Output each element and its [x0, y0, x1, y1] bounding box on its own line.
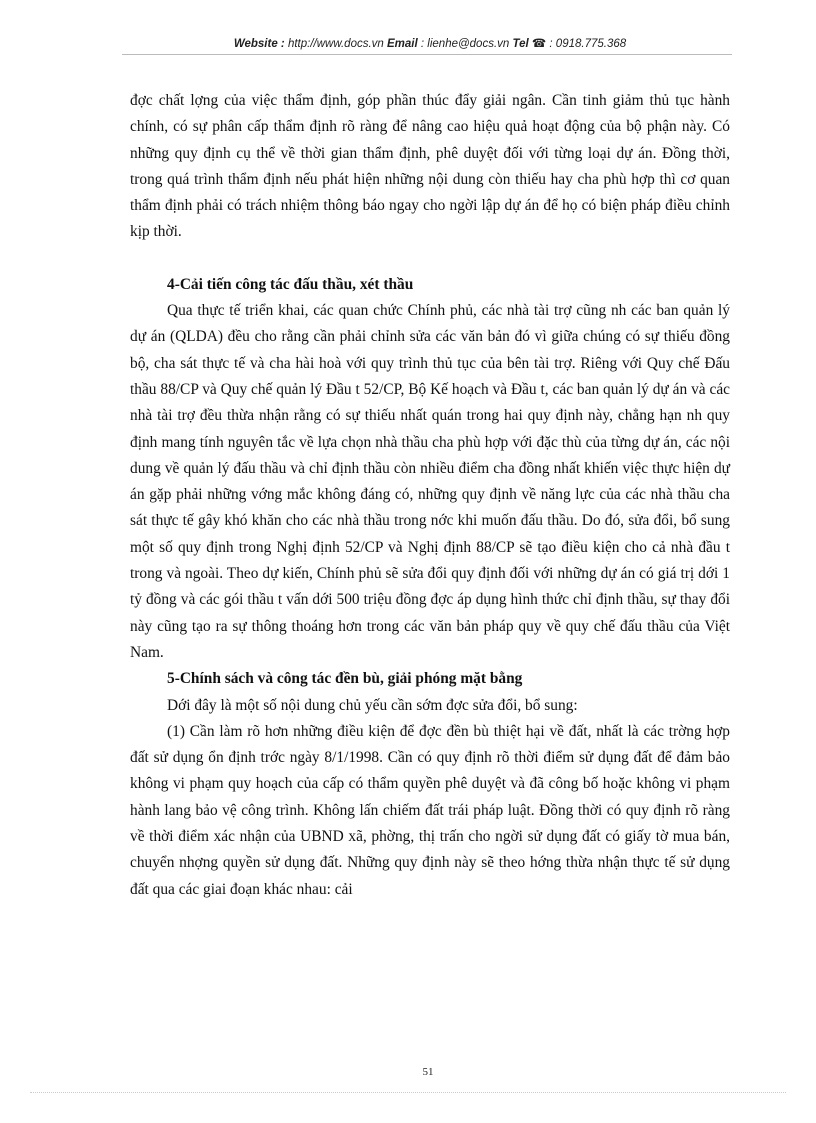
tel-value: : 0918.775.368 — [546, 38, 627, 50]
section-heading-4: 4-Cải tiến công tác đấu thầu, xét thầu — [167, 275, 414, 293]
paragraph-item-1: (1) Cần làm rõ hơn những điều kiện để đợc đền bù thiệt hại về đất, nhất là các trờng hợp đất sử dụng ổn định trớc ngày 8/1/1998. Cần có quy định rõ thời điểm sử dụng đất để đảm bảo không vi phạm quy hoạch của cấp có thẩm quyền phê duyệt và đã công bố hoặc không vi phạm hành lang bảo vệ công trình. Không lấn chiếm đất trái pháp luật. Đồng thời có quy định rõ ràng về thời điểm xác nhận của UBND xã, phờng, thị trấn cho ngời sử dụng đất có giấy tờ mua bán, chuyển nhợng quyền sử dụng đất. Những quy định này sẽ theo hớng thừa nhận thực tế sử dụng đất qua các giai đoạn khác nhau: cải — [130, 722, 730, 898]
document-body — [130, 88, 730, 903]
page-header — [190, 36, 670, 50]
paragraph-bidding: Qua thực tế triển khai, các quan chức Chính phủ, các nhà tài trợ cũng nh các ban quản lý dự án (QLDA) đều cho rằng cần phải chỉnh sửa các văn bản đó vì giữa chúng có sự thiếu đồng bộ, cha sát thực tế và cha hài hoà với quy trình thủ tục của bên tài trợ. Riêng với Quy chế Đấu thầu 88/CP và Quy chế quản lý Đầu t 52/CP, Bộ Kế hoạch và Đầu t, các ban quản lý dự án và các nhà tài trợ đều thừa nhận rằng có sự thiếu nhất quán trong hai quy định này, chẳng hạn nh quy định mang tính nguyên tắc về lựa chọn nhà thầu cha phù hợp với đặc thù của từng dự án, các nội dung về quản lý đấu thầu và chỉ định thầu còn nhiều điểm cha đồng nhất khiến việc thực hiện dự án gặp phải những vớng mắc không đáng có, những quy định về năng lực của các nhà thầu cha sát thực tế gây khó khăn cho các nhà thầu trong nớc khi muốn đấu thầu. Do đó, sửa đổi, bổ sung một số quy định trong Nghị định 52/CP và Nghị định 88/CP sẽ tạo điều kiện cho cả nhà đầu t trong và ngoài. Theo dự kiến, Chính phủ sẽ sửa đổi quy định đối với những dự án có giá trị dới 1 tỷ đồng và các gói thầu t vấn dới 500 triệu đồng đợc áp dụng hình thức chỉ định thầu, sự thay đổi này cũng tạo ra sự thông thoáng hơn trong các văn bản pháp quy về quy chế đấu thầu của Việt Nam. — [130, 302, 730, 661]
page-number: 51 — [422, 1066, 434, 1078]
paragraph-appraisal: đợc chất lợng của việc thẩm định, góp phần thúc đẩy giải ngân. Cần tinh giảm thủ tục hành chính, có sự phân cấp thẩm định rõ ràng để nâng cao hiệu quả hoạt động của bộ phận này. Có những quy định cụ thể về thời gian thẩm định, phê duyệt đối với từng loại dự án. Đồng thời, trong quá trình thẩm định nếu phát hiện những nội dung còn thiếu hay cha phù hợp thì cơ quan thẩm định phải có trách nhiệm thông báo ngay cho ngời lập dự án để họ có biện pháp điều chỉnh kịp thời. — [130, 92, 730, 241]
phone-icon: ☎ — [531, 38, 547, 50]
email-value: : lienhe@docs.vn — [417, 38, 513, 50]
header-divider — [122, 54, 732, 55]
paragraph-intro-list: Dới đây là một số nội dung chủ yếu cần sớm đợc sửa đổi, bổ sung: — [167, 696, 578, 714]
website-value: http://www.docs.vn — [284, 38, 388, 50]
tel-label: Tel — [512, 38, 529, 50]
paragraph-gap — [130, 246, 730, 272]
section-heading-5: 5-Chính sách và công tác đền bù, giải phóng mặt bằng — [167, 670, 523, 688]
footer-divider — [30, 1092, 786, 1093]
website-label: Website : — [233, 38, 285, 50]
email-label: Email — [387, 38, 418, 50]
